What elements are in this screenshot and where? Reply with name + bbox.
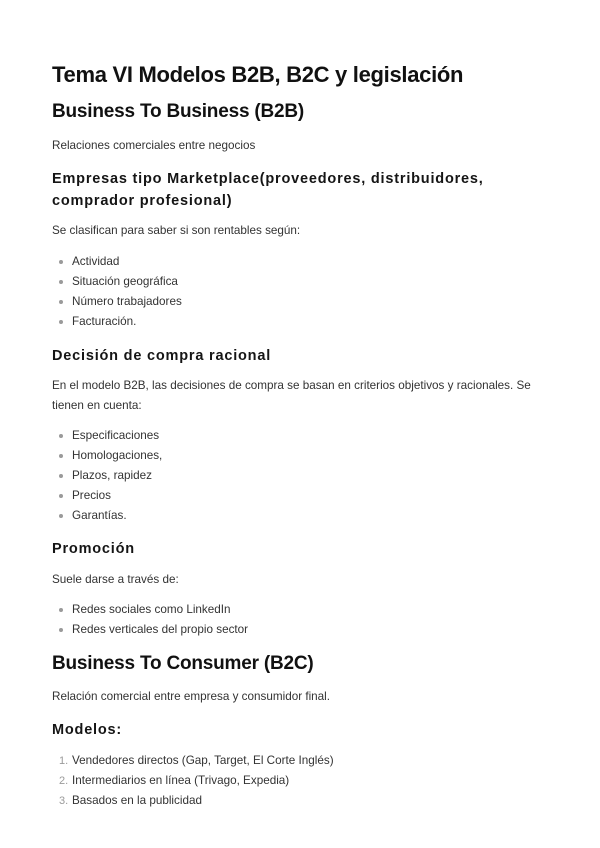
list-item: Precios (52, 486, 162, 506)
subheading-marketplace (52, 168, 484, 212)
promotion-text: Suele darse a través de: (52, 573, 179, 586)
list-item (52, 751, 334, 771)
marketplace-list (52, 252, 182, 332)
marketplace-text: Se clasifican para saber si son rentables según: (52, 224, 301, 237)
section-heading-b2c: Business To Consumer (B2C) (52, 653, 314, 674)
decision-text-line1: En el modelo B2B, las decisiones de compra se basan en criterios objetivos y racionales. Se (52, 379, 531, 392)
list-item: Homologaciones, (52, 446, 162, 466)
list-item-number: 2. (59, 775, 69, 787)
list-item-text: Intermediarios en línea (Trivago, Expedia) (72, 774, 290, 787)
subheading-marketplace-line1: Empresas tipo Marketplace(proveedores, distribuidores, (52, 171, 484, 187)
list-item (52, 771, 334, 791)
list-item: Situación geográfica (52, 272, 182, 292)
list-item (52, 791, 334, 811)
list-item-number: 1. (59, 755, 69, 767)
subheading-decision: Decisión de compra racional (52, 348, 272, 364)
decision-text (52, 376, 552, 416)
list-item-number: 3. (59, 795, 69, 807)
b2b-intro: Relaciones comerciales entre negocios (52, 139, 256, 152)
list-item: Especificaciones (52, 426, 162, 446)
list-item-text: Basados en la publicidad (72, 794, 202, 807)
subheading-marketplace-line2: comprador profesional) (52, 193, 233, 209)
list-item: Actividad (52, 252, 182, 272)
decision-list (52, 426, 162, 526)
promotion-list (52, 600, 248, 640)
subheading-promotion: Promoción (52, 541, 135, 557)
list-item-text: Vendedores directos (Gap, Target, El Corte Inglés) (72, 754, 334, 767)
list-item: Número trabajadores (52, 292, 182, 312)
list-item: Facturación. (52, 312, 182, 332)
models-list (52, 751, 334, 811)
list-item: Redes verticales del propio sector (52, 620, 248, 640)
section-heading-b2b: Business To Business (B2B) (52, 101, 305, 122)
list-item: Plazos, rapidez (52, 466, 162, 486)
list-item: Garantías. (52, 506, 162, 526)
b2c-intro: Relación comercial entre empresa y consumidor final. (52, 690, 331, 703)
decision-text-line2: tienen en cuenta: (52, 399, 142, 412)
document-title: Tema VI Modelos B2B, B2C y legislación (52, 62, 464, 87)
subheading-models: Modelos: (52, 722, 123, 738)
list-item: Redes sociales como LinkedIn (52, 600, 248, 620)
